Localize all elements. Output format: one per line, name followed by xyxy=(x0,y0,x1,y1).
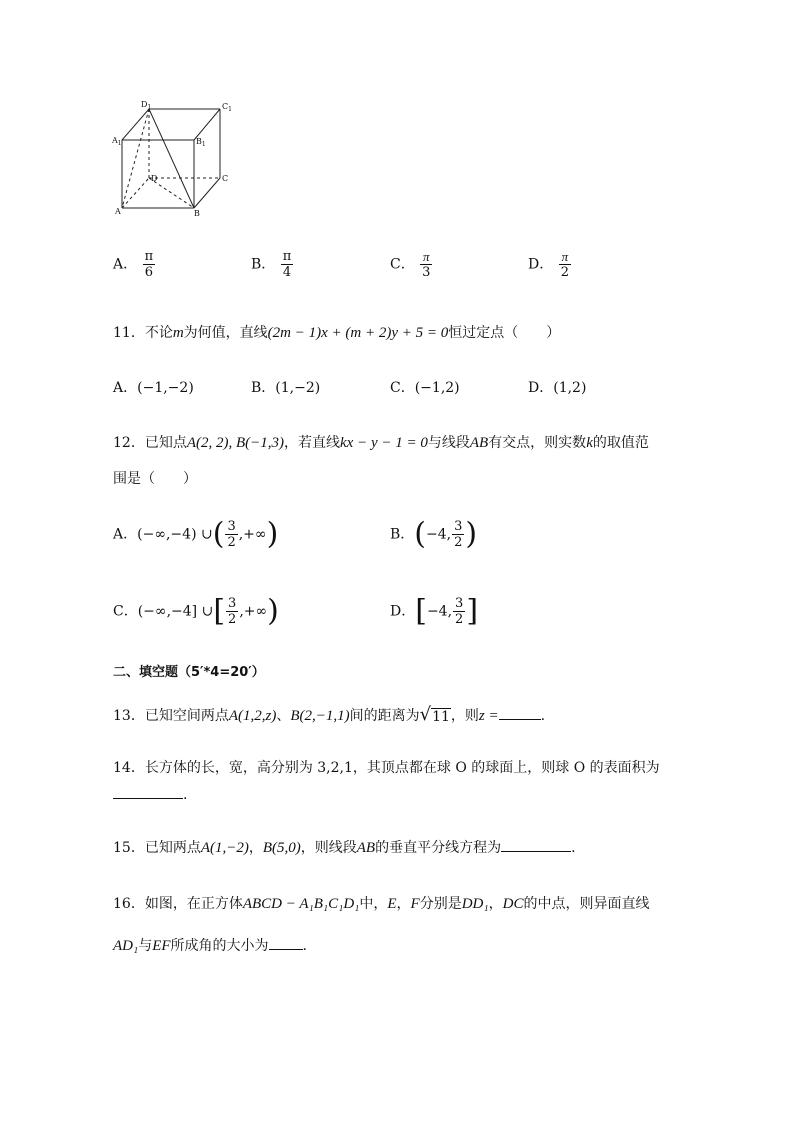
option-value: (−1,2) xyxy=(414,380,460,396)
frac-num: 3 xyxy=(455,596,464,611)
paren-close: ) xyxy=(267,593,279,629)
math-point: B(2,−1,1) xyxy=(290,708,350,724)
frac-den: 2 xyxy=(455,612,464,627)
stem-text: 的取值范 xyxy=(592,435,649,451)
answer-blank[interactable] xyxy=(499,718,541,720)
option-label: A． xyxy=(113,526,138,543)
q10-option-a xyxy=(113,249,156,280)
q15-stem xyxy=(113,837,576,857)
frac-den: 4 xyxy=(282,265,292,280)
question-number: 11． xyxy=(113,325,145,341)
math-point: A(1,2,z) xyxy=(228,708,277,724)
option-value: −4, xyxy=(426,526,452,543)
math-points: A(2, 2), B(−1,3) xyxy=(186,435,285,451)
math-point: B(5,0) xyxy=(262,840,301,856)
frac-den: 2 xyxy=(454,535,463,550)
option-value: (−∞,−4] ∪ xyxy=(137,603,214,620)
option-value: (−∞,−4) ∪ xyxy=(137,526,213,543)
vertex-label-b1: $B_1$ xyxy=(196,137,206,148)
bracket-close: ] xyxy=(466,593,479,629)
math-solid: ABCD − A₁B₁C₁D₁ xyxy=(242,896,360,912)
frac-den: 2 xyxy=(560,265,569,280)
option-label: A． xyxy=(113,380,138,396)
option-label: C． xyxy=(390,380,415,396)
answer-blank[interactable] xyxy=(501,850,571,852)
q12-option-a xyxy=(113,516,279,552)
question-number: 16． xyxy=(113,896,145,912)
stem-text: ， xyxy=(396,896,411,912)
vertex-label-b: B xyxy=(194,209,200,218)
bracket-open: [ xyxy=(213,593,226,629)
option-value: −4, xyxy=(426,603,453,620)
stem-text: ， xyxy=(248,840,263,856)
vertex-label-d1: $D_1$ xyxy=(141,100,152,111)
option-label: D． xyxy=(528,380,554,396)
math-var: z = xyxy=(478,708,499,724)
question-number: 14． xyxy=(113,760,145,776)
stem-text: 不论 xyxy=(144,325,173,341)
stem-text: . xyxy=(302,938,307,954)
stem-text: 的中点，则异面直线 xyxy=(523,896,650,912)
option-value: (−1,−2) xyxy=(137,380,194,396)
stem-text: 为何值，直线 xyxy=(183,325,268,341)
vertex-label-a1: $A_1$ xyxy=(112,136,122,147)
q16-stem xyxy=(113,893,649,913)
vertex-label-d: D xyxy=(151,174,158,183)
q10-option-c xyxy=(390,249,433,280)
option-value: ,+∞ xyxy=(239,603,268,620)
vertex-label-a: A xyxy=(115,207,121,216)
q11-option-a xyxy=(113,377,194,397)
math-segment: DD₁ xyxy=(461,896,489,912)
stem-text: 恒过定点（ ） xyxy=(448,325,561,341)
math-var: AB xyxy=(356,840,376,856)
cube-figure xyxy=(110,98,240,218)
math-var: m xyxy=(172,325,184,341)
frac-num: π xyxy=(282,249,292,264)
question-number: 15． xyxy=(113,840,145,856)
stem-text: . xyxy=(540,708,546,724)
q12-option-d xyxy=(390,593,479,629)
answer-blank[interactable] xyxy=(269,948,303,950)
stem-text: ，则 xyxy=(450,708,479,724)
vertex-label-c: C xyxy=(222,174,229,183)
q12-option-b xyxy=(390,516,478,552)
answer-blank[interactable] xyxy=(113,797,183,799)
math-segment: AD₁ xyxy=(113,938,139,954)
math-var: AB xyxy=(469,435,489,451)
stem-text: . xyxy=(183,787,188,803)
q10-option-d xyxy=(528,249,572,280)
frac-num: 3 xyxy=(227,519,236,534)
stem-text: 已知点 xyxy=(144,435,187,451)
option-label: C． xyxy=(113,603,138,620)
paren-close: ) xyxy=(465,516,478,552)
stem-text: 长方体的长，宽，高分别为 3,2,1，其顶点都在球 O 的球面上，则球 O 的表面积为 xyxy=(144,760,660,776)
q14-stem xyxy=(113,757,660,777)
stem-text: 、 xyxy=(276,708,291,724)
option-label: B． xyxy=(251,380,276,396)
frac-num: π xyxy=(561,249,569,264)
option-label: D． xyxy=(528,256,554,273)
q12-stem-line2: 围是（ ） xyxy=(113,471,197,487)
stem-text: ， xyxy=(488,896,503,912)
paren-open: ( xyxy=(414,516,427,552)
math-var: E xyxy=(387,896,397,912)
q11-stem xyxy=(113,322,560,342)
q10-option-b xyxy=(251,249,294,280)
radicand: 11 xyxy=(432,709,450,725)
option-label: A． xyxy=(113,256,138,273)
math-equation: kx − y − 1 = 0 xyxy=(340,435,428,451)
bracket-open: [ xyxy=(415,593,427,629)
q12-option-c xyxy=(113,593,279,629)
math-var: F xyxy=(410,896,420,912)
question-number: 12． xyxy=(113,435,145,451)
paren-open: ( xyxy=(212,516,225,552)
stem-text: 所成角的大小为 xyxy=(170,938,269,954)
frac-den: 2 xyxy=(228,612,237,627)
frac-den: 3 xyxy=(422,265,431,280)
stem-text: . xyxy=(571,840,576,856)
frac-num: 3 xyxy=(228,596,237,611)
stem-text: 如图，在正方体 xyxy=(144,896,243,912)
stem-text: 有交点，则实数 xyxy=(488,435,587,451)
math-var: k xyxy=(586,435,593,451)
section-heading: 二、填空题（5′*4=20′） xyxy=(113,665,265,680)
math-segment: EF xyxy=(152,938,171,954)
option-value: ,+∞ xyxy=(238,526,267,543)
question-number: 13． xyxy=(113,708,145,724)
stem-text: 间的距离为 xyxy=(349,708,420,724)
frac-num: π xyxy=(144,249,154,264)
q11-option-d xyxy=(528,377,586,397)
q13-stem xyxy=(113,705,545,726)
stem-text: ，若直线 xyxy=(284,435,341,451)
math-equation: (2m − 1)x + (m + 2)y + 5 = 0 xyxy=(267,325,449,341)
option-label: C． xyxy=(390,256,415,273)
frac-den: 2 xyxy=(227,535,236,550)
q14-answer-line xyxy=(113,787,187,803)
stem-text: ，则线段 xyxy=(300,840,357,856)
stem-text: 已知空间两点 xyxy=(144,708,229,724)
option-value: (1,−2) xyxy=(275,380,321,396)
math-point: A(1,−2) xyxy=(200,840,249,856)
option-label: B． xyxy=(390,526,415,543)
q16-stem-line2 xyxy=(113,935,307,955)
q11-option-c xyxy=(390,377,460,397)
paren-close: ) xyxy=(266,516,279,552)
math-segment: DC xyxy=(502,896,524,912)
sqrt-expression: √ 11 xyxy=(419,704,450,725)
frac-num: 3 xyxy=(454,519,463,534)
option-label: D． xyxy=(390,603,416,620)
q12-stem xyxy=(113,432,649,452)
frac-num: π xyxy=(423,249,430,264)
vertex-label-c1: $C_1$ xyxy=(222,102,232,113)
stem-text: 与线段 xyxy=(427,435,470,451)
option-label: B． xyxy=(251,256,276,273)
stem-text: 中， xyxy=(359,896,388,912)
q11-option-b xyxy=(251,377,320,397)
frac-den: 6 xyxy=(144,265,153,280)
stem-text: 的垂直平分线方程为 xyxy=(375,840,502,856)
stem-text: 已知两点 xyxy=(144,840,201,856)
stem-text: 分别是 xyxy=(419,896,462,912)
option-value: (1,2) xyxy=(553,380,587,396)
stem-text: 与 xyxy=(138,938,153,954)
